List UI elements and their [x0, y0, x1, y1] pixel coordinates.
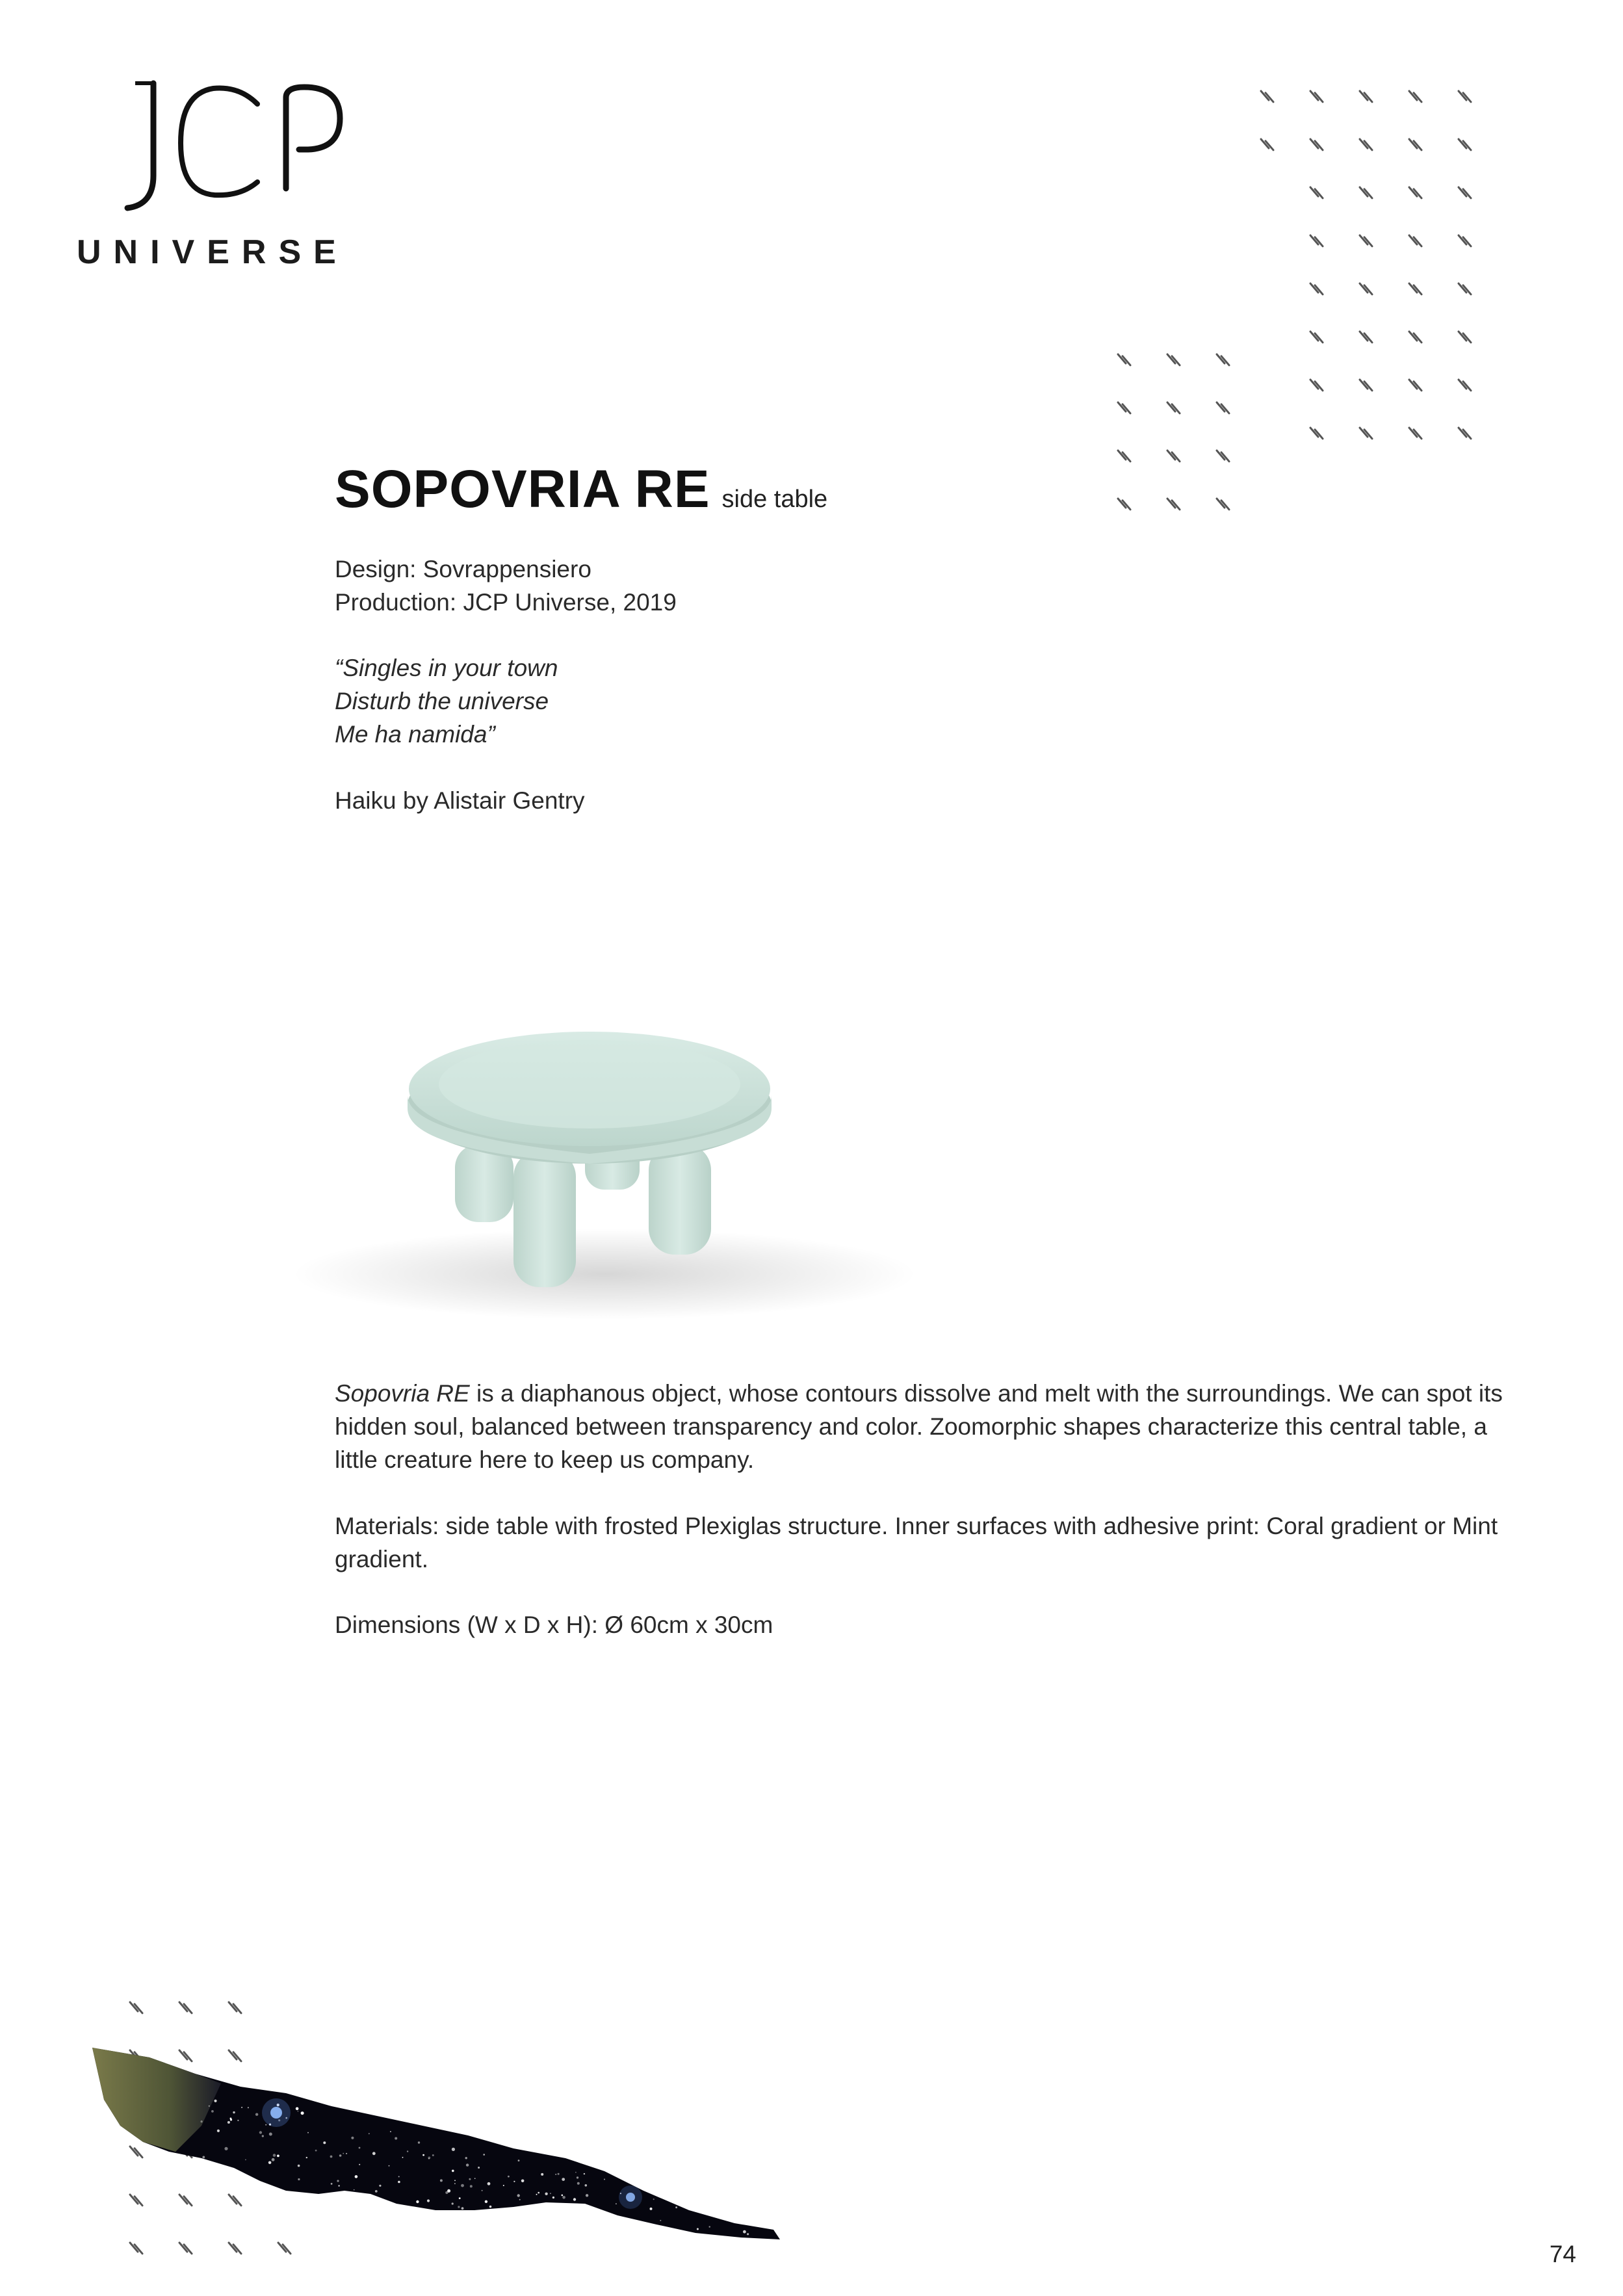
star — [331, 2183, 333, 2185]
star — [743, 2230, 746, 2234]
star — [445, 2191, 448, 2194]
star — [675, 2206, 677, 2208]
star — [536, 2209, 538, 2211]
star — [753, 2268, 756, 2269]
star — [761, 2213, 762, 2215]
star — [686, 2250, 688, 2252]
credits — [335, 553, 677, 619]
star — [230, 2118, 232, 2120]
star — [541, 2173, 543, 2176]
description-text: is a diaphanous object, whose contours dissolve and melt with the surroundings. We can spot its hidden soul, balanced between transparency and color. Zoomorphic shapes characterize this central table, a little creature here to keep us company. — [335, 1380, 1503, 1473]
pattern-mid-right — [1111, 348, 1248, 530]
star — [217, 2130, 220, 2132]
star — [565, 2215, 566, 2217]
star — [330, 2156, 333, 2158]
star — [379, 2185, 381, 2187]
star — [458, 2206, 460, 2208]
star — [584, 2173, 585, 2174]
star — [647, 2237, 648, 2238]
star — [555, 2174, 556, 2175]
star — [558, 2173, 560, 2175]
star — [710, 2250, 712, 2252]
star — [359, 2147, 361, 2149]
star — [519, 2199, 521, 2200]
star — [512, 2227, 515, 2230]
star — [398, 2176, 400, 2177]
product-image-side-table — [240, 988, 929, 1326]
star — [461, 2207, 464, 2210]
star — [578, 2207, 582, 2210]
star — [298, 2178, 300, 2180]
star — [248, 2107, 249, 2108]
star — [482, 2190, 483, 2191]
star — [697, 2228, 699, 2230]
star — [577, 2176, 578, 2178]
star — [712, 2243, 714, 2244]
star — [508, 2176, 510, 2178]
star — [269, 2133, 272, 2136]
product-title-row — [335, 459, 827, 520]
product-name: SOPOVRIA RE — [335, 460, 710, 519]
star — [586, 2194, 588, 2197]
star — [709, 2226, 710, 2227]
star — [757, 2217, 760, 2221]
star — [241, 2107, 242, 2108]
star — [545, 2193, 547, 2195]
star — [255, 2113, 258, 2116]
star — [478, 2167, 480, 2169]
star — [529, 2213, 532, 2217]
star — [298, 2111, 299, 2112]
star — [744, 2210, 746, 2211]
star — [323, 2141, 326, 2144]
star — [227, 2121, 230, 2124]
pattern-top-right — [1254, 85, 1508, 462]
haiku — [335, 651, 558, 751]
product-materials: Materials: side table with frosted Plexiglas structure. Inner surfaces with adhesive print: Coral gradient or Mint gradient. — [335, 1513, 1498, 1572]
star — [454, 2183, 456, 2184]
star — [389, 2165, 390, 2167]
star — [619, 2216, 621, 2217]
star — [375, 2190, 378, 2193]
star — [422, 2154, 424, 2156]
product-description — [335, 1377, 1524, 1476]
star — [562, 2196, 565, 2199]
haiku-line: Disturb the universe — [335, 688, 549, 714]
star — [604, 2179, 605, 2180]
production-credit: Production: JCP Universe, 2019 — [335, 589, 677, 616]
star — [372, 2152, 376, 2155]
star — [268, 2161, 272, 2165]
logo-wordmark: UNIVERSE — [77, 233, 348, 271]
description-product-name: Sopovria RE — [335, 1380, 470, 1407]
star — [585, 2184, 588, 2187]
star — [562, 2178, 565, 2181]
star — [751, 2254, 753, 2256]
star — [513, 2181, 515, 2182]
star — [538, 2192, 539, 2194]
star — [337, 2180, 339, 2182]
star — [407, 2150, 408, 2152]
star — [483, 2154, 485, 2156]
star — [201, 2120, 203, 2122]
star — [681, 2263, 683, 2265]
star — [503, 2222, 504, 2223]
star — [518, 2159, 520, 2161]
star — [296, 2107, 299, 2111]
star — [552, 2197, 554, 2198]
star — [489, 2206, 492, 2208]
haiku-line: Me ha namida” — [335, 721, 495, 748]
star — [562, 2195, 564, 2197]
star — [369, 2196, 370, 2197]
star — [202, 2156, 205, 2159]
star — [727, 2249, 729, 2252]
star — [307, 2132, 309, 2133]
star — [673, 2246, 675, 2248]
star — [573, 2198, 576, 2200]
star — [466, 2163, 469, 2166]
star — [575, 2172, 577, 2173]
star — [750, 2248, 751, 2249]
star — [395, 2137, 397, 2140]
star — [351, 2137, 354, 2139]
brand-logo — [77, 78, 356, 273]
star — [674, 2263, 677, 2266]
star — [262, 2135, 264, 2137]
star — [277, 2155, 279, 2158]
star — [272, 2158, 275, 2161]
star — [343, 2153, 344, 2154]
star — [666, 2236, 669, 2238]
star — [485, 2200, 487, 2203]
star — [301, 2111, 304, 2115]
star — [427, 2199, 430, 2202]
star — [650, 2208, 653, 2210]
star — [474, 2178, 476, 2179]
star — [452, 2202, 454, 2204]
star — [608, 2241, 610, 2243]
star — [578, 2234, 580, 2236]
star — [416, 2200, 419, 2203]
page-number: 74 — [1549, 2241, 1576, 2267]
star — [452, 2148, 455, 2151]
star — [359, 2164, 360, 2165]
star — [678, 2247, 681, 2250]
star — [731, 2267, 733, 2269]
star — [209, 2106, 210, 2107]
star — [611, 2224, 613, 2226]
star — [224, 2147, 227, 2150]
star — [616, 2203, 617, 2204]
star — [536, 2194, 538, 2195]
star — [265, 2124, 266, 2126]
star — [465, 2157, 467, 2159]
star — [487, 2182, 491, 2185]
decorative-cosmos-image — [71, 1996, 825, 2269]
star — [233, 2111, 235, 2113]
star — [747, 2233, 749, 2235]
star — [577, 2182, 580, 2185]
star — [459, 2197, 461, 2199]
star — [454, 2180, 456, 2181]
star — [306, 2157, 307, 2158]
star — [354, 2189, 355, 2191]
haiku-line: “Singles in your town — [335, 655, 558, 681]
star — [432, 2154, 434, 2156]
star — [355, 2175, 358, 2178]
star — [452, 2170, 454, 2172]
product-dimensions: Dimensions (W x D x H): Ø 60cm x 30cm — [335, 1611, 773, 1638]
star — [273, 2154, 276, 2157]
star — [315, 2150, 317, 2152]
star — [660, 2220, 661, 2221]
star — [577, 2234, 578, 2235]
star — [402, 2157, 404, 2158]
star — [338, 2185, 339, 2186]
star — [259, 2131, 262, 2133]
star — [503, 2185, 504, 2186]
product-category: side table — [721, 486, 828, 513]
star — [440, 2179, 443, 2182]
star — [521, 2180, 525, 2183]
star — [462, 2214, 465, 2217]
star — [507, 2215, 510, 2218]
star — [461, 2184, 464, 2187]
star — [398, 2181, 400, 2184]
star — [428, 2157, 430, 2159]
haiku-credit: Haiku by Alistair Gentry — [335, 787, 585, 814]
star — [653, 2198, 655, 2200]
star — [469, 2178, 471, 2180]
star — [298, 2165, 300, 2167]
star — [418, 2141, 420, 2143]
jcp-logo-mark — [116, 78, 356, 215]
star — [346, 2153, 347, 2154]
star — [470, 2185, 473, 2187]
star — [390, 2131, 391, 2132]
star — [369, 2133, 370, 2134]
star — [245, 2159, 246, 2161]
star — [237, 2120, 239, 2121]
star — [517, 2194, 520, 2197]
star — [214, 2100, 216, 2102]
star — [550, 2193, 551, 2194]
star — [339, 2154, 342, 2157]
design-credit: Design: Sovrappensiero — [335, 556, 591, 582]
star — [211, 2110, 214, 2113]
